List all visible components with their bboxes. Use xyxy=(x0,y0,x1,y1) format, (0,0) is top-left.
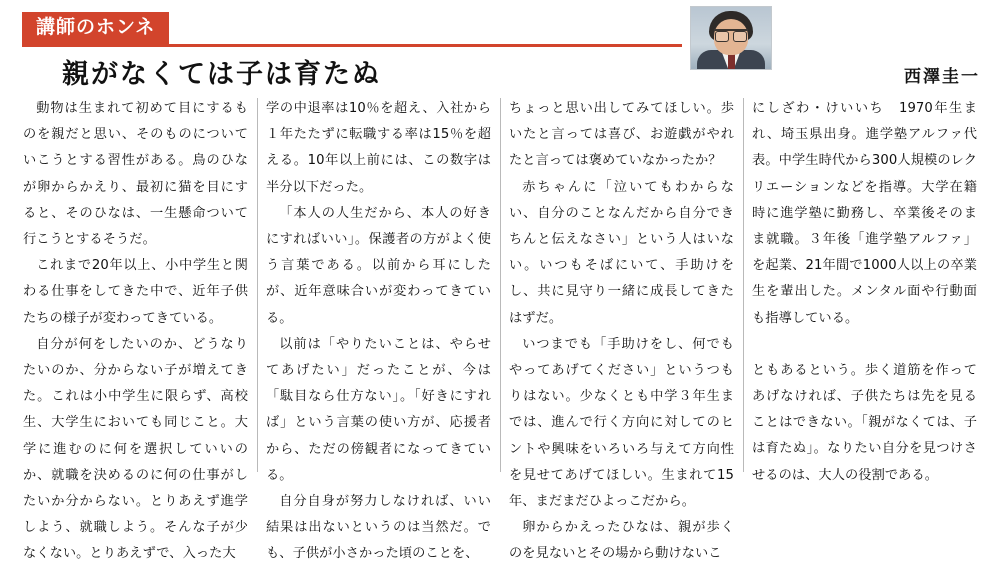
article-columns xyxy=(14,96,989,562)
kicker-rule xyxy=(22,44,682,47)
portrait-glasses xyxy=(714,29,748,40)
kicker-container xyxy=(22,12,169,44)
paragraph: ちょっと思い出してみてほしい。歩いたと言っては喜び、お遊戯がやれたと言っては褒めていなかったか？ xyxy=(509,101,734,169)
article-column-3 xyxy=(500,96,743,562)
paragraph: ともあるという。歩く道筋を作ってあげなければ、子供たちは先を見ることはできない。「親がなくては、子は育たぬ」。なりたい自分を見つけさせるのは、大人の役割である。 xyxy=(752,362,977,483)
paragraph: 学の中退率は10％を超え、入社から１年たたずに転職する率は15％を超える。10年以上前には、この数字は半分以下だった。 xyxy=(266,101,491,195)
paragraph: いつまでも「手助けをし、何でもやってあげてください」というつもりはない。少なくとも中学３年生までは、進んで行く方向に対してのヒントや興味をいろいろ与えて方向性を見せてあげてほしい。生まれて15年、まだまだひよっこだから。 xyxy=(509,336,734,510)
paragraph: これまで20年以上、小中学生と関わる仕事をしてきた中で、近年子供たちの様子が変わってきている。 xyxy=(23,258,248,326)
page-title: 親がなくては子は育たぬ xyxy=(62,59,381,90)
article-column-2 xyxy=(257,96,500,562)
author-portrait-photo xyxy=(690,6,772,70)
paragraph: 動物は生まれて初めて目にするものを親だと思い、そのものについていこうとする習性がある。鳥のひなが卵からかえり、最初に猫を目にすると、そのひなは、一生懸命ついて行こうとするそうだ。 xyxy=(23,101,248,248)
paragraph: 卵からかえったひなは、親が歩くのを見ないとその場から動けないこ xyxy=(509,520,734,562)
column-spacer xyxy=(752,332,977,358)
article-column-4 xyxy=(743,96,986,483)
author-profile: にしざわ・けいいち 1970年生まれ、埼玉県出身。進学塾アルファ代表。中学生時代から300人規模のレクリエーションなどを指導。大学在籍時に進学塾に勤務し、卒業後そのまま就職。３年後「進学塾アルファ」を起業、21年間で1000人以上の卒業生を輩出した。メンタル面や行動面も指導している。 xyxy=(752,101,977,326)
paragraph: 赤ちゃんに「泣いてもわからない、自分のことなんだから自分できちんと伝えなさい」という人はいない。いつもそばにいて、手助けをし、共に見守り一緒に成長してきたはずだ。 xyxy=(509,179,734,326)
paragraph: 以前は「やりたいことは、やらせてあげたい」だったことが、今は「駄目なら仕方ない」。「好きにすれば」という言葉の使い方が、応援者から、ただの傍観者になってきている。 xyxy=(266,336,491,483)
paragraph: 「本人の人生だから、本人の好きにすればいい」。保護者の方がよく使う言葉である。以前から耳にしたが、近年意味合いが変わってきている。 xyxy=(266,205,491,326)
paragraph: 自分が何をしたいのか、どうなりたいのか、分からない子が増えてきた。これは小中学生に限らず、高校生、大学生においても同じこと。大学に進むのに何を選択していいのか、就職を決めるのに何の仕事がしたいか分からない。とりあえず進学しよう、就職しよう。そんな子が少なくない。とりあえずで、入った大 xyxy=(23,336,248,562)
paragraph: 自分自身が努力しなければ、いい結果は出ないというのは当然だ。でも、子供が小さかった頃のことを、 xyxy=(266,494,491,562)
section-kicker: 講師のホンネ xyxy=(22,12,169,44)
article-column-1 xyxy=(14,96,257,562)
article-header xyxy=(0,0,1000,92)
author-name: 西澤圭一 xyxy=(904,67,980,87)
